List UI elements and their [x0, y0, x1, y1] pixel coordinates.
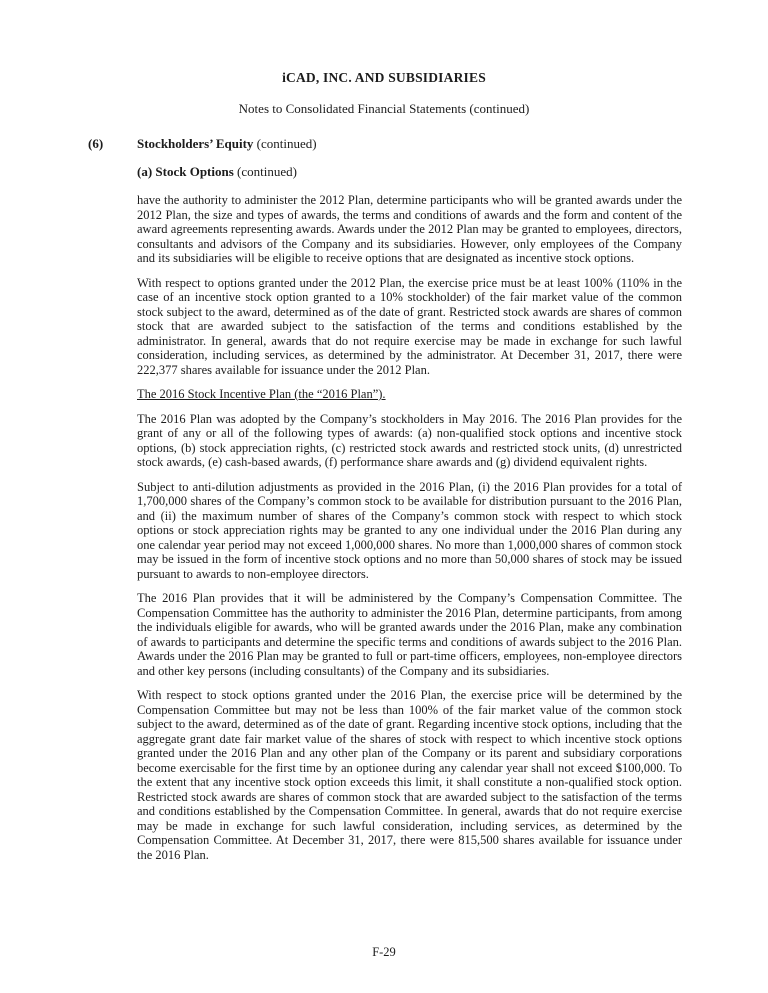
section-title-text: Stockholders’ Equity — [137, 136, 254, 151]
section-title — [137, 136, 317, 152]
page-number-footer: F-29 — [372, 945, 396, 959]
paragraph-2016-plan-administration: The 2016 Plan provides that it will be administered by the Company’s Compensation Committee. The Compensation Committee has the authority to administer the 2016 Plan, determine participants, from among the individuals eligible for awards, who will be granted awards under the 2016 Plan, make any combination of awards to participants and determine the specific terms and conditions of awards subject to the 2016 Plan. Awards under the 2016 Plan may be granted to full or part-time officers, employees, non-employee directors and other key persons (including consultants) of the Company and its subsidiaries. — [137, 591, 682, 678]
section-title-continued: (continued) — [253, 136, 317, 151]
paragraph-2016-plan-exercise-price: With respect to stock options granted under the 2016 Plan, the exercise price will be determined by the Compensation Committee but may not be less than 100% of the fair market value of the common stock subject to the award, determined as of the date of grant. Regarding incentive stock options, including that the aggregate grant date fair market value of the shares of stock with respect to which incentive stock options granted under the 2016 Plan and any other plan of the Company or its parent and subsidiary corporations become exercisable for the first time by an optionee during any calendar year shall not exceed $100,000. To the extent that any incentive stock option exceeds this limit, it shall constitute a non-qualified stock option. Restricted stock awards are shares of common stock that are awarded subject to the satisfaction of the terms and conditions established by the Compensation Committee. In general, awards that do not require exercise may be made in exchange for such lawful consideration, including services, as determined by the Compensation Committee. At December 31, 2017, there were 815,500 shares available for issuance under the 2016 Plan. — [137, 688, 682, 862]
subsection-title-continued: (continued) — [233, 164, 297, 179]
paragraph-2012-plan-exercise-price: With respect to options granted under the 2012 Plan, the exercise price must be at least 100% (110% in the case of an incentive stock option granted to a 10% stockholder) of the fair market value of the common stock subject to the award, determined as of the date of grant. Restricted stock awards are shares of common stock that are awarded subject to the satisfaction of the terms and conditions established by the administrator. In general, awards that do not require exercise may be made in exchange for such lawful consideration, including services, as determined by the administrator. At December 31, 2017, there were 222,377 shares available for issuance under the 2012 Plan. — [137, 275, 682, 377]
paragraph-2016-plan-share-limits: Subject to anti-dilution adjustments as provided in the 2016 Plan, (i) the 2016 Plan provides for a total of 1,700,000 shares of the Company’s common stock to be available for distribution pursuant to the 2016 Plan, and (ii) the maximum number of shares of the Company’s common stock with respect to which stock options or stock appreciation rights may be granted to any one individual under the 2016 Plan during any one calendar year period may not exceed 1,000,000 shares. No more than 1,000,000 shares of common stock may be issued in the form of incentive stock options and no more than 50,000 shares of stock may be issued pursuant to awards to non-employee directors. — [137, 479, 682, 581]
body-column — [137, 193, 682, 862]
subsection-heading — [137, 164, 768, 180]
document-subtitle: Notes to Consolidated Financial Statements (continued) — [238, 101, 530, 116]
subsection-title-text: (a) Stock Options — [137, 164, 234, 179]
document-header — [0, 0, 768, 117]
paragraph-2012-plan-authority: have the authority to administer the 2012 Plan, determine participants who will be granted awards under the 2012 Plan, the size and types of awards, the terms and conditions of awards and the form and content of the award agreements representing awards. Awards under the 2012 Plan may be granted to employees, directors, consultants and advisors of the Company and its subsidiaries. However, only employees of the Company and its subsidiaries will be eligible to receive options that are designated as incentive stock options. — [137, 193, 682, 265]
document-title: iCAD, INC. AND SUBSIDIARIES — [282, 70, 486, 85]
paragraph-2016-plan-adoption: The 2016 Plan was adopted by the Company’s stockholders in May 2016. The 2016 Plan provides for the grant of any or all of the following types of awards: (a) non-qualified stock options and incentive stock options, (b) stock appreciation rights, (c) restricted stock awards and restricted stock units, (d) unrestricted stock awards, (e) cash-based awards, (f) performance share awards and (g) dividend equivalent rights. — [137, 411, 682, 469]
section-heading — [88, 136, 768, 152]
section-number: (6) — [88, 136, 104, 151]
plan-heading-2016: The 2016 Stock Incentive Plan (the “2016 Plan”). — [137, 387, 386, 401]
